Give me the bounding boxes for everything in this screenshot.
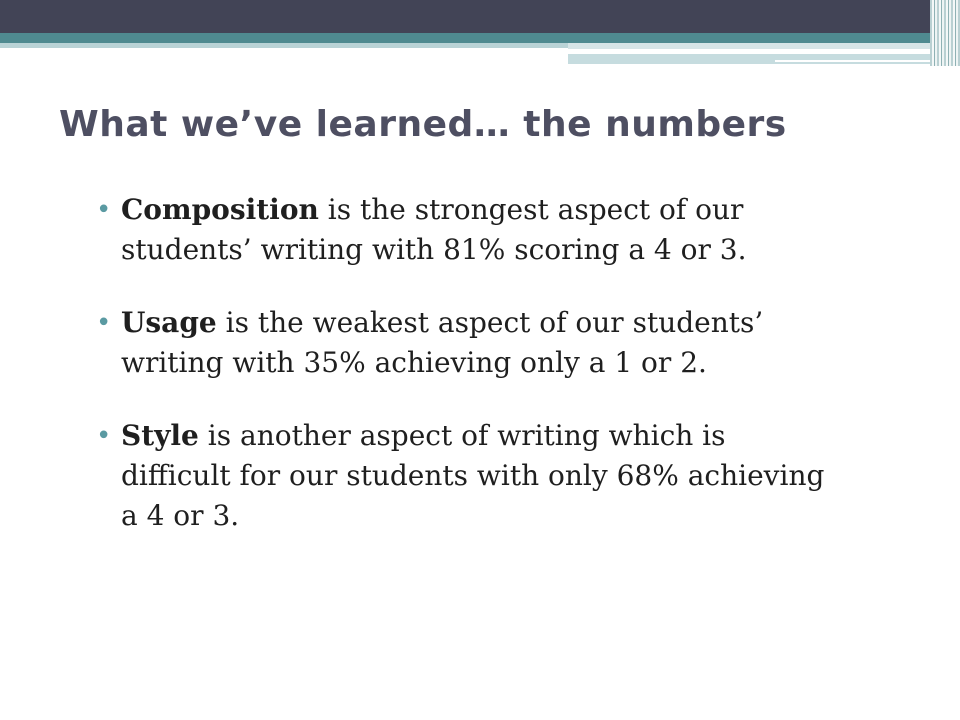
bullet-dot-icon: • [96,421,112,451]
bullet-text: is the strongest aspect of our students’ writing with 81% scoring a 4 or 3. [121,193,747,266]
bullet-item-style [96,416,826,536]
header-light-bar-left [0,43,568,48]
bullet-item-usage [96,303,826,383]
bullet-list [96,190,826,569]
header-dark-bar [0,0,960,33]
header-stripes-decoration [930,0,960,66]
header-light-bar-lower [568,54,960,64]
bullet-term: Composition [121,193,319,226]
bullet-term: Usage [121,306,217,339]
bullet-item-composition [96,190,826,270]
bullet-term: Style [121,419,199,452]
slide-title: What we’ve learned… the numbers [59,104,787,145]
bullet-text: is another aspect of writing which is difficult for our students with only 68% achieving a 4 or 3. [121,419,825,532]
header-divider-line [568,50,888,52]
bullet-dot-icon: • [96,308,112,338]
header-light-bar-right [568,43,960,49]
bullet-text: is the weakest aspect of our students’ writing with 35% achieving only a 1 or 2. [121,306,764,379]
header-teal-bar [0,33,960,43]
bullet-dot-icon: • [96,195,112,225]
